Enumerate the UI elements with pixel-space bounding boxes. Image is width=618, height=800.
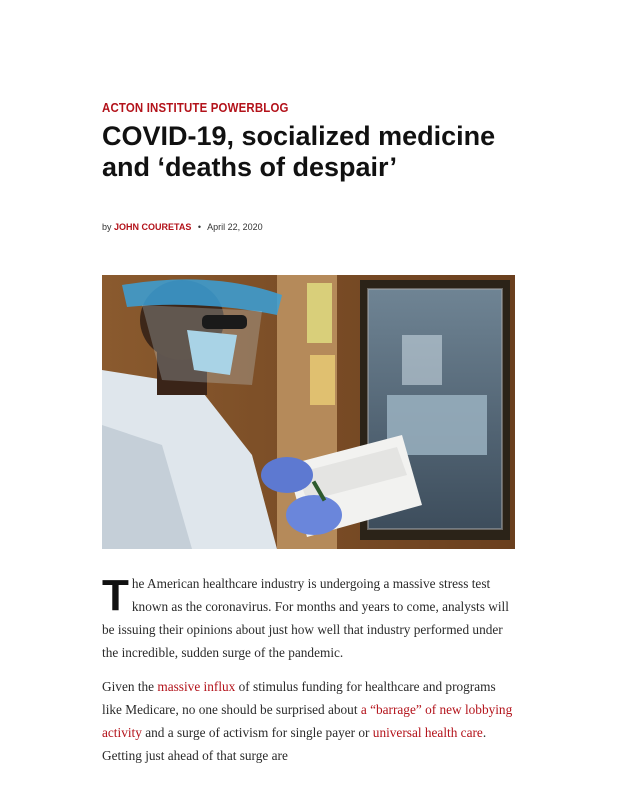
paragraph-2 (102, 675, 516, 767)
byline-prefix: by (102, 222, 112, 232)
drop-cap: T (102, 571, 129, 620)
byline (102, 222, 263, 232)
link-universal-health-care[interactable]: universal health care (372, 725, 483, 740)
article-photo (102, 275, 515, 549)
link-massive-influx[interactable]: massive influx (157, 679, 236, 694)
article-body (102, 572, 516, 778)
article-title: COVID-19, socialized medicine and ‘deaths of despair’ (102, 121, 496, 182)
kicker[interactable]: ACTON INSTITUTE POWERBLOG (102, 100, 289, 115)
byline-separator: • (197, 222, 202, 232)
paragraph-2-text-3: and a surge of activism for single payer or (141, 725, 373, 740)
paragraph-2-text-4: . Getting just ahead of that surge are (102, 725, 487, 763)
author-link[interactable]: JOHN COURETAS (114, 222, 192, 232)
link-lobbying-barrage[interactable]: a “barrage” of new lobbying activity (102, 702, 513, 740)
paragraph-1 (102, 572, 516, 664)
paragraph-1-text: he American healthcare industry is undergoing a massive stress test known as the coronavirus. For months and years to come, analysts will be issuing their opinions about just how well that industry performed under the incredible, sudden surge of the pandemic. (102, 576, 509, 660)
paragraph-2-text-2: of stimulus funding for healthcare and programs like Medicare, no one should be surprised about (102, 679, 496, 717)
paragraph-2-text-1: Given the (102, 679, 158, 694)
publish-date: April 22, 2020 (207, 222, 263, 232)
